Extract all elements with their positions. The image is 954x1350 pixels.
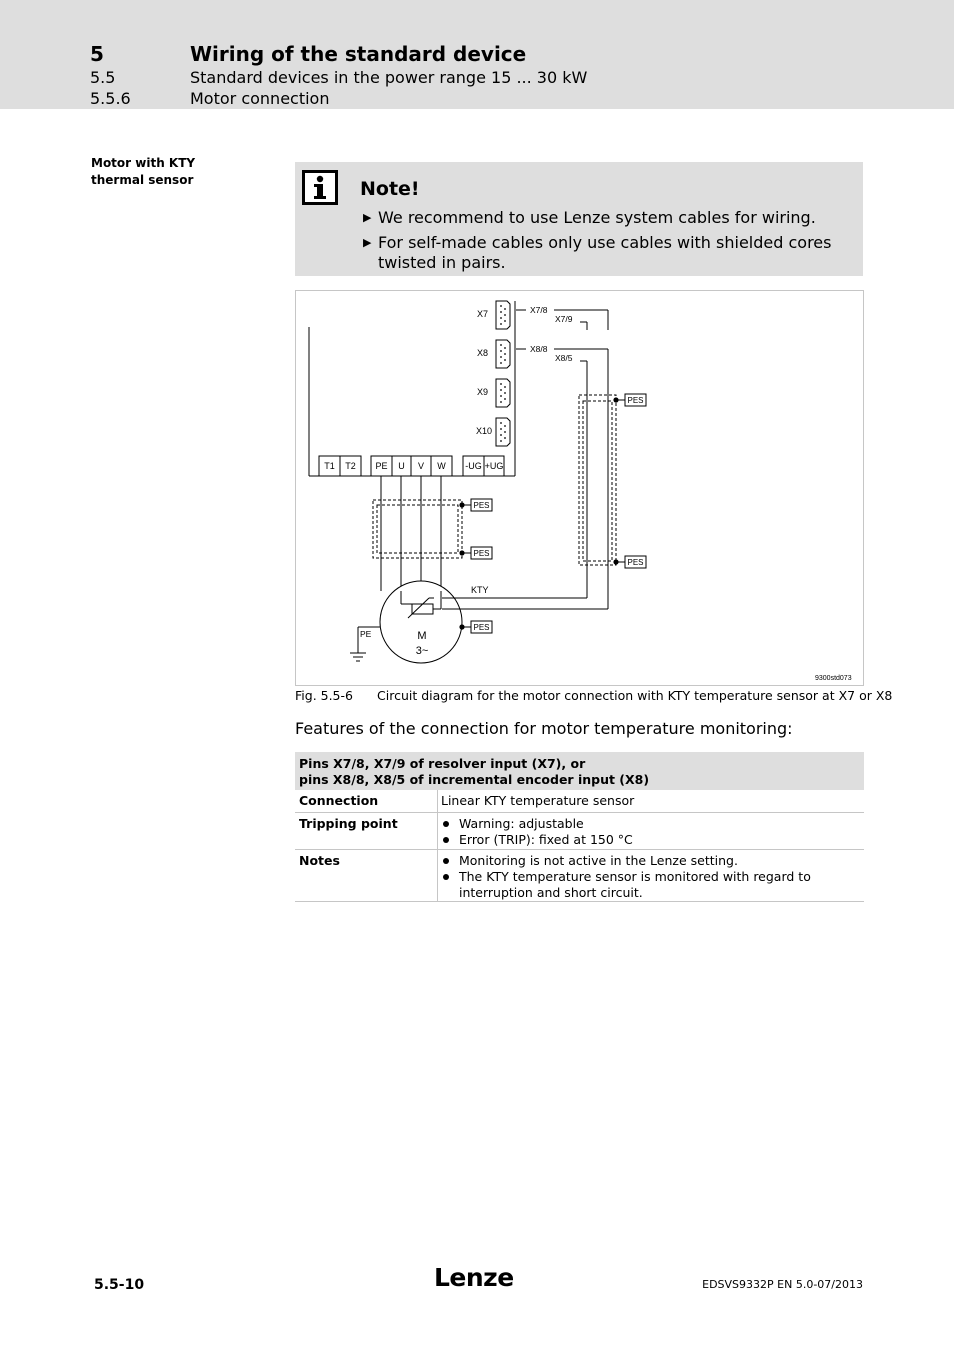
table-row (295, 813, 864, 850)
value-text: Linear KTY temperature sensor (441, 793, 635, 808)
connector-label-x8: X8 (477, 348, 489, 358)
row-value (441, 816, 861, 848)
subsection-number: 5.5.6 (90, 89, 131, 108)
section-number: 5.5 (90, 68, 116, 87)
terminal-u: U (398, 461, 405, 471)
pes-label: PES (627, 558, 644, 567)
table-row (295, 790, 864, 813)
margin-label: Motor with KTY thermal sensor (91, 156, 196, 187)
terminal-plus-ug: +UG (484, 461, 504, 471)
pin-label-x7-9: X7/9 (555, 314, 573, 324)
table-header-line: pins X8/8, X8/5 of incremental encoder input (X8) (299, 772, 650, 787)
note-item-text: We recommend to use Lenze system cables for wiring. (378, 208, 816, 227)
bullet-item: Monitoring is not active in the Lenze setting. (441, 853, 861, 869)
section-title: Standard devices in the power range 15 ... 30 kW (190, 68, 588, 87)
circuit-diagram (295, 290, 864, 686)
table-header-line: Pins X7/8, X7/9 of resolver input (X7), or (299, 756, 586, 771)
pes-label: PES (473, 549, 490, 558)
caption-text: Circuit diagram for the motor connection with KTY temperature sensor at X7 or X8 (377, 688, 893, 703)
row-key: Connection (299, 793, 379, 808)
motor-label: M (417, 630, 427, 642)
info-icon (302, 170, 338, 205)
bullet-item: Error (TRIP): fixed at 150 °C (441, 832, 861, 848)
terminal-minus-ug: -UG (465, 461, 482, 471)
lenze-logo: Lenze (434, 1263, 514, 1292)
pes-label: PES (627, 396, 644, 405)
row-key: Tripping point (299, 816, 398, 831)
terminal-pe: PE (375, 461, 388, 471)
terminal-t2: T2 (345, 461, 356, 471)
pes-label: PES (473, 501, 490, 510)
pin-label-x8-5: X8/5 (555, 353, 573, 363)
chapter-title: Wiring of the standard device (190, 42, 527, 66)
chapter-number: 5 (90, 42, 104, 66)
connector-label-x9: X9 (477, 387, 489, 397)
pin-label-x8-8: X8/8 (530, 344, 548, 354)
terminal-v: V (417, 461, 425, 471)
table-row (295, 850, 864, 902)
document-id: EDSVS9332P EN 5.0-07/2013 (702, 1278, 863, 1291)
row-key: Notes (299, 853, 340, 868)
page-number: 5.5-10 (94, 1277, 145, 1293)
triangle-bullet-icon: ▶ (363, 236, 372, 249)
features-heading: Features of the connection for motor temperature monitoring: (295, 719, 793, 738)
note-box (295, 162, 863, 276)
pes-label: PES (473, 623, 490, 632)
motor-phase: 3~ (415, 645, 429, 657)
note-title: Note! (360, 178, 420, 200)
pin-label-x7-8: X7/8 (530, 305, 548, 315)
row-value (441, 853, 861, 901)
terminal-t1: T1 (324, 461, 335, 471)
kty-label: KTY (471, 585, 489, 595)
triangle-bullet-icon: ▶ (363, 211, 372, 224)
subsection-title: Motor connection (190, 89, 330, 108)
table-header (295, 752, 864, 790)
connector-label-x10: X10 (476, 426, 493, 436)
note-item-text: For self-made cables only use cables with shielded cores twisted in pairs. (378, 233, 832, 272)
terminal-w: W (437, 461, 446, 471)
caption-number: Fig. 5.5-6 (295, 688, 353, 703)
bullet-item: The KTY temperature sensor is monitored with regard to interruption and short circuit. (441, 869, 861, 901)
connector-label-x7: X7 (477, 309, 489, 319)
connector-x7 (496, 301, 510, 329)
row-value (441, 793, 861, 809)
bullet-item: Warning: adjustable (441, 816, 861, 832)
pe-label: PE (360, 629, 372, 639)
diagram-code: 9300std073 (815, 675, 852, 682)
